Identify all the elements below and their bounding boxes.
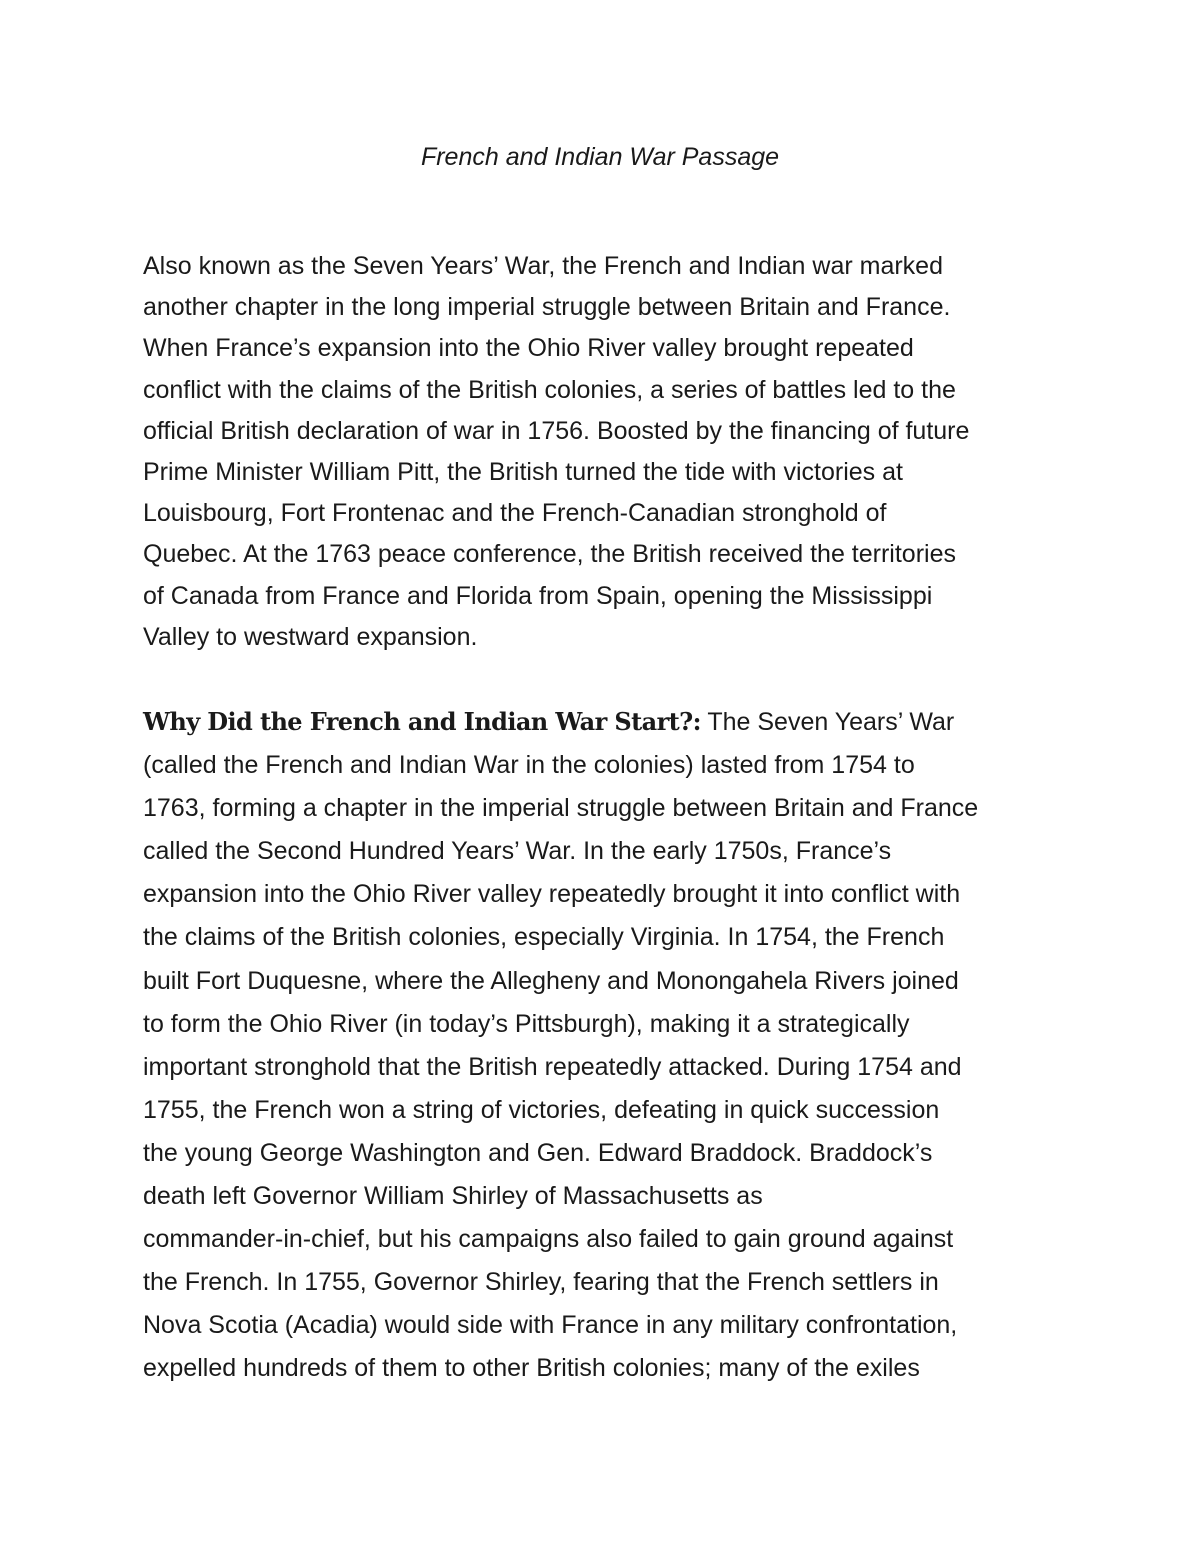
text-line: Also known as the Seven Years’ War, the French and Indian war marked (143, 252, 943, 280)
text-line: Prime Minister William Pitt, the British turned the tide with victories at (143, 458, 903, 487)
section-heading: Why Did the French and Indian War Start?: (143, 707, 701, 736)
text-line: of Canada from France and Florida from Spain, opening the Mississippi (143, 581, 933, 610)
text-line: When France’s expansion into the Ohio River valley brought repeated (143, 334, 914, 363)
text-line: called the Second Hundred Years’ War. In the early 1750s, France’s (143, 837, 892, 866)
text-line: commander-in-chief, but his campaigns also failed to gain ground against (143, 1225, 954, 1254)
text-line: 1763, forming a chapter in the imperial struggle between Britain and France (143, 794, 979, 823)
section-first-line-text: The Seven Years’ War (700, 708, 955, 736)
text-line: official British declaration of war in 1756. Boosted by the financing of future (143, 416, 970, 445)
intro-paragraph (143, 246, 1068, 658)
text-line: expansion into the Ohio River valley repeatedly brought it into conflict with (143, 880, 961, 909)
text-line: the French. In 1755, Governor Shirley, fearing that the French settlers in (143, 1268, 939, 1297)
text-line: Nova Scotia (Acadia) would side with France in any military confrontation, (143, 1311, 958, 1340)
text-line: Louisbourg, Fort Frontenac and the French-Canadian stronghold of (143, 499, 887, 528)
section-first-line (143, 700, 1068, 744)
document-title: French and Indian War Passage (420, 143, 780, 171)
text-line: the claims of the British colonies, especially Virginia. In 1754, the French (143, 923, 945, 952)
text-line: the young George Washington and Gen. Edward Braddock. Braddock’s (143, 1138, 933, 1167)
section-paragraph (143, 700, 1068, 1391)
text-line: another chapter in the long imperial struggle between Britain and France. (143, 293, 951, 322)
text-line: 1755, the French won a string of victories, defeating in quick succession (143, 1095, 940, 1124)
text-line: Quebec. At the 1763 peace conference, the British received the territories (143, 540, 956, 569)
text-line: Valley to westward expansion. (143, 622, 478, 651)
text-line: important stronghold that the British repeatedly attacked. During 1754 and (143, 1052, 962, 1081)
text-line: (called the French and Indian War in the colonies) lasted from 1754 to (143, 751, 915, 780)
text-line: built Fort Duquesne, where the Allegheny and Monongahela Rivers joined (143, 966, 959, 995)
text-line: to form the Ohio River (in today’s Pittsburgh), making it a strategically (143, 1009, 910, 1038)
text-line: conflict with the claims of the British colonies, a series of battles led to the (143, 375, 956, 404)
text-line: death left Governor William Shirley of Massachusetts as (143, 1182, 763, 1211)
text-line: expelled hundreds of them to other British colonies; many of the exiles (143, 1354, 920, 1383)
